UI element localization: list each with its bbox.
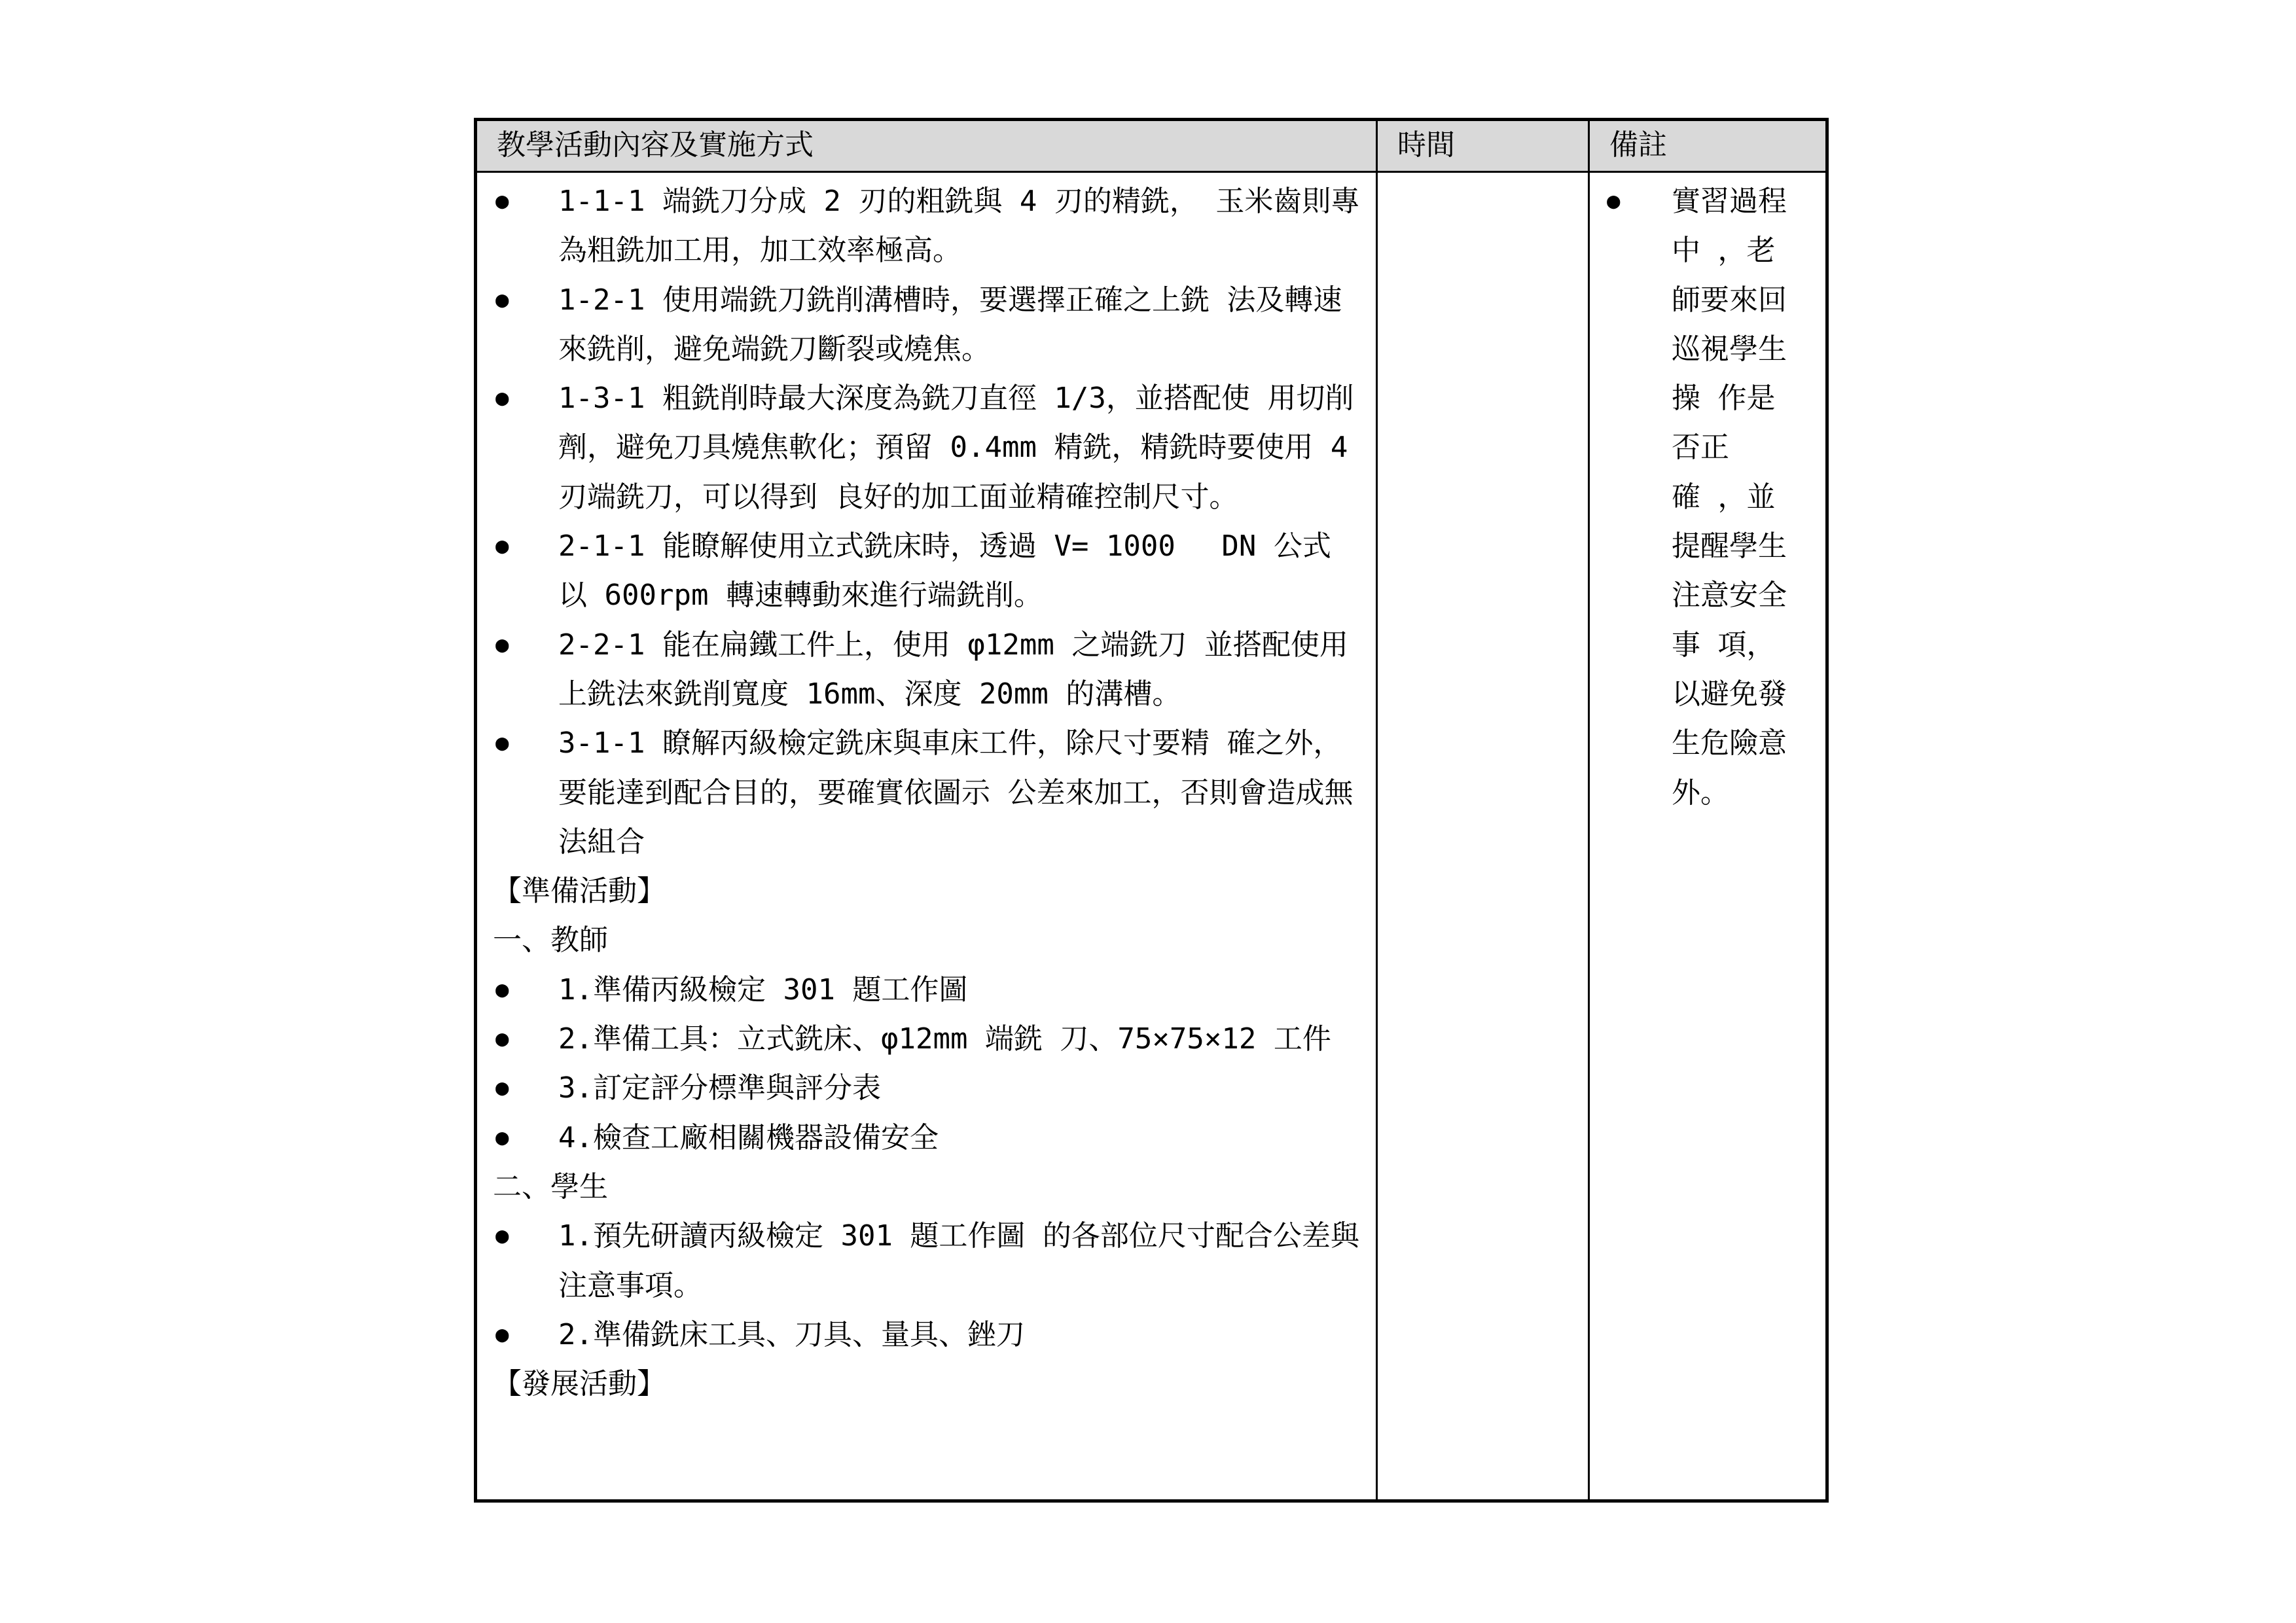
bullet-icon: ● <box>495 1222 509 1249</box>
student-item-text: 2.準備銑床工具、刀具、量具、銼刀 <box>558 1317 1025 1351</box>
bullet-icon: ● <box>495 1124 509 1150</box>
list-item <box>493 719 1360 866</box>
student-item-text: 1.預先研讀丙級檢定 301 題工作圖 的各部位尺寸配合公差與注意事項。 <box>558 1219 1359 1302</box>
teacher-item-text: 3.訂定評分標準與評分表 <box>558 1071 881 1105</box>
student-items-list <box>493 1211 1360 1359</box>
objective-text: 2-2-1 能在扁鐵工件上，使用 φ12mm 之端銑刀 並搭配使用上銑法來銑削寬度 16mm、深度 20mm 的溝槽。 <box>558 628 1348 711</box>
list-item <box>493 1113 1360 1162</box>
list-item <box>1603 177 1812 817</box>
list-item <box>493 620 1360 719</box>
list-item <box>493 276 1360 374</box>
teacher-items-list <box>493 965 1360 1162</box>
bullet-icon: ● <box>495 1321 509 1347</box>
bullet-icon: ● <box>495 533 509 560</box>
bullet-icon: ● <box>495 1026 509 1052</box>
lesson-plan-table <box>474 118 1829 1503</box>
objective-text: 1-2-1 使用端銑刀銑削溝槽時，要選擇正確之上銑 法及轉速來銑削，避免端銑刀斷裂或燒焦。 <box>558 283 1342 366</box>
list-item <box>493 965 1360 1014</box>
teacher-item-text: 2.準備工具：立式銑床、φ12mm 端銑 刀、75×75×12 工件 <box>558 1022 1331 1056</box>
header-remarks: 備註 <box>1590 121 1825 173</box>
list-item <box>493 1014 1360 1063</box>
list-item <box>493 1211 1360 1310</box>
objective-text: 2-1-1 能瞭解使用立式銑床時，透過 V= 1000 DN 公式 以 600rpm 轉速轉動來進行端銑削。 <box>558 529 1331 613</box>
bullet-icon: ● <box>495 730 509 757</box>
activity-content-cell <box>477 173 1378 1499</box>
objective-text: 1-1-1 端銑刀分成 2 刃的粗銑與 4 刃的精銑， 玉米齒則專為粗銑加工用，加工效率極高。 <box>558 185 1360 268</box>
list-item <box>493 1310 1360 1359</box>
teacher-item-text: 4.檢查工廠相關機器設備安全 <box>558 1120 939 1154</box>
remarks-cell <box>1590 173 1825 1499</box>
list-item <box>493 1063 1360 1113</box>
bullet-icon: ● <box>495 631 509 658</box>
remarks-text: 實習過程 中 ，老 師要來回 巡視學生 操 作是 否正 確 ，並 提醒學生 注意安全 事 項， 以避免發 生危險意 外。 <box>1672 185 1787 810</box>
bullet-icon: ● <box>1607 188 1621 214</box>
preparation-heading: 【準備活動】 <box>493 874 666 908</box>
time-cell <box>1378 173 1590 1499</box>
list-item <box>493 374 1360 522</box>
teacher-item-text: 1.準備丙級檢定 301 題工作圖 <box>558 972 968 1007</box>
list-item <box>493 177 1360 276</box>
bullet-icon: ● <box>495 1075 509 1101</box>
objective-text: 3-1-1 瞭解丙級檢定銑床與車床工件，除尺寸要精 確之外，要能達到配合目的，要確實依圖示 公差來加工，否則會造成無法組合 <box>558 726 1354 859</box>
list-item <box>493 522 1360 620</box>
bullet-icon: ● <box>495 976 509 1003</box>
development-heading: 【發展活動】 <box>493 1367 666 1401</box>
student-heading: 二、學生 <box>493 1169 608 1204</box>
objective-text: 1-3-1 粗銑削時最大深度為銑刀直徑 1/3，並搭配使 用切削劑，避免刀具燒焦軟化；預留 0.4mm 精銑，精銑時要使用 4 刃端銑刀，可以得到 良好的加工面並精確控制尺寸。 <box>558 382 1354 514</box>
header-time: 時間 <box>1378 121 1590 173</box>
bullet-icon: ● <box>495 385 509 412</box>
header-activity: 教學活動內容及實施方式 <box>477 121 1378 173</box>
bullet-icon: ● <box>495 188 509 214</box>
teacher-heading: 一、教師 <box>493 923 608 957</box>
objectives-list <box>493 177 1360 866</box>
bullet-icon: ● <box>495 286 509 313</box>
